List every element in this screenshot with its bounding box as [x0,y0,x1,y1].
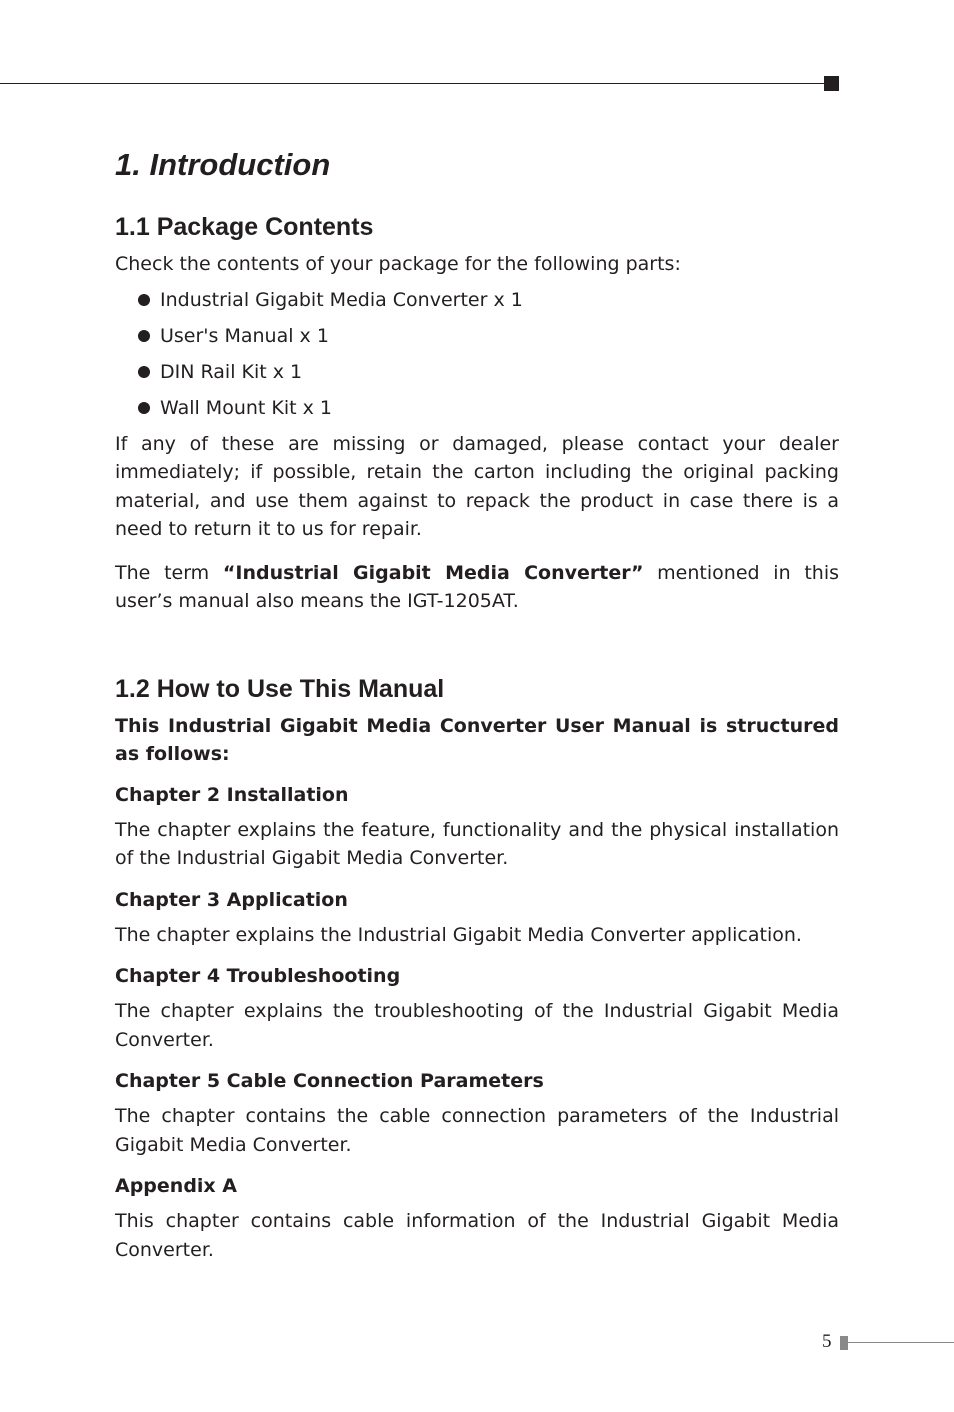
package-parts-list [115,286,839,423]
list-item [138,394,839,423]
bullet-icon [138,402,150,414]
chapter-description: This chapter contains cable information of the Industrial Gigabit Media Converter. [115,1210,839,1261]
chapter-title: Chapter 4 Troubleshooting [115,965,401,987]
bullet-icon [138,294,150,306]
footer-rule [848,1342,954,1343]
chapter-title: Chapter 3 Application [115,888,348,911]
header-square-marker [824,76,839,91]
footer-square-marker [840,1336,848,1350]
chapter-title: Chapter 5 Cable Connection Parameters [115,1070,544,1092]
chapter-title: Appendix A [115,1175,238,1197]
package-intro: Check the contents of your package for the following parts: [115,253,681,275]
bullet-icon [138,366,150,378]
page-title: 1. Introduction [115,147,331,182]
list-item-label: User's Manual x 1 [160,324,329,347]
list-item-label: Wall Mount Kit x 1 [160,396,333,419]
missing-parts-note: If any of these are missing or damaged, please contact your dealer immediately; if possible, retain the carton including the original packing material, and use them against to repack the product in case there is a need to return it to us for repair. [115,432,839,540]
list-item [138,358,839,387]
section-title-how-to-use: 1.2 How to Use This Manual [115,674,445,703]
chapter-description: The chapter contains the cable connection parameters of the Industrial Gigabit Media Converter. [115,1105,839,1156]
term-bold: “Industrial Gigabit Media Converter” [222,561,644,584]
term-definition [115,559,839,616]
list-item [138,322,839,351]
chapter-description: The chapter explains the troubleshooting of the Industrial Gigabit Media Converter. [115,1000,839,1051]
list-item-label: DIN Rail Kit x 1 [160,360,303,383]
term-prefix: The term [115,561,223,584]
chapter-title: Chapter 2 Installation [115,783,349,806]
section-title-package-contents: 1.1 Package Contents [115,213,374,241]
page-content [115,142,839,1277]
header-rule [0,83,826,84]
term-suffix: mentioned in this user’s manual also means the IGT-1205AT. [115,561,840,612]
list-item [138,286,839,315]
manual-structure-lead: This Industrial Gigabit Media Converter User Manual is structured as follows: [115,714,839,765]
chapter-description: The chapter explains the Industrial Gigabit Media Converter application. [115,923,802,946]
chapter-description: The chapter explains the feature, functionality and the physical installation of the Industrial Gigabit Media Converter. [115,818,839,869]
bullet-icon [138,330,150,342]
list-item-label: Industrial Gigabit Media Converter x 1 [160,288,523,311]
page-number: 5 [822,1331,832,1352]
